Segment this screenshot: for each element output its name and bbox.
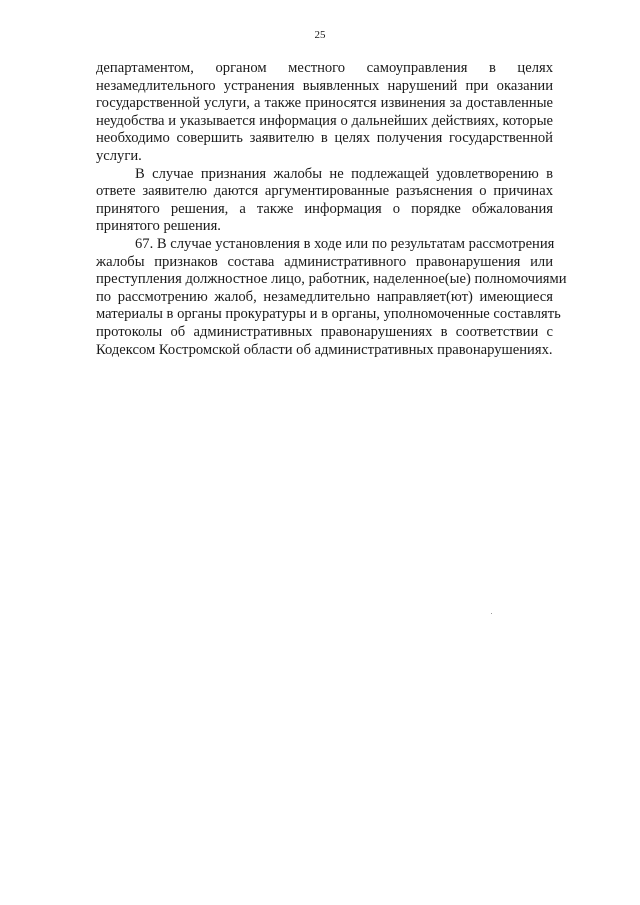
text-line: государственной услуги, а также приносятся извинения за доставленные xyxy=(96,95,553,112)
paragraph-item-67 xyxy=(96,235,567,359)
text-line: незамедлительного устранения выявленных нарушений при оказании xyxy=(96,77,553,94)
text-line: материалы в органы прокуратуры и в органы, уполномоченные составлять xyxy=(96,306,561,323)
document-body xyxy=(96,60,567,359)
text-line: преступления должностное лицо, работник, наделенное(ые) полномочиями xyxy=(96,271,567,288)
text-line: принятого решения. xyxy=(96,218,221,235)
paragraph-rejection xyxy=(96,166,553,236)
text-line: неудобства и указывается информация о дальнейших действиях, которые xyxy=(96,112,553,129)
text-line: ответе заявителю даются аргументированные разъяснения о причинах xyxy=(96,183,553,200)
text-line: необходимо совершить заявителю в целях получения государственной xyxy=(96,130,553,147)
text-line: жалобы признаков состава административного правонарушения или xyxy=(96,253,553,270)
page-number: 25 xyxy=(314,29,326,41)
text-line: услуги. xyxy=(96,147,142,164)
text-line: 67. В случае установления в ходе или по результатам рассмотрения xyxy=(135,235,555,252)
paragraph-continuation xyxy=(96,60,553,166)
text-line: В случае признания жалобы не подлежащей удовлетворению в xyxy=(135,165,553,182)
text-line: протоколы об административных правонарушениях в соответствии с xyxy=(96,323,553,340)
scan-artifact xyxy=(491,613,492,614)
text-line: по рассмотрению жалоб, незамедлительно направляет(ют) имеющиеся xyxy=(96,288,553,305)
text-line: принятого решения, а также информация о порядке обжалования xyxy=(96,200,553,217)
text-line: Кодексом Костромской области об административных правонарушениях. xyxy=(96,341,553,358)
text-line: департаментом, органом местного самоуправления в целях xyxy=(96,60,553,76)
